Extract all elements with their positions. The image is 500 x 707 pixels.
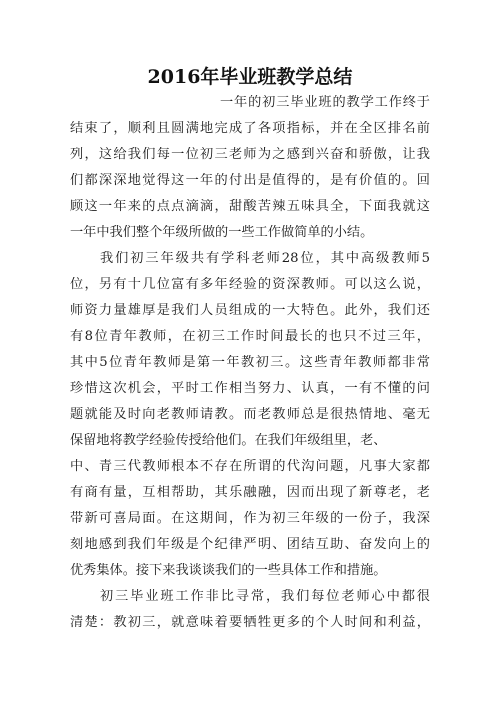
text-line: 结束了，顺利且圆满地完成了各项指标，并在全区排名前	[70, 121, 430, 136]
text-line: 有商有量，互相帮助，其乐融融，因而出现了新尊老，老	[70, 485, 430, 500]
text-line: 我们初三年级共有学科老师28位，其中高级教师5	[100, 251, 430, 266]
text-line: 们都深深地觉得这一年的付出是值得的，是有价值的。回	[70, 173, 430, 188]
document-title: 2016年毕业班教学总结	[147, 66, 353, 88]
text-line: 位，另有十几位富有多年经验的资深教师。可以这么说，	[70, 277, 430, 292]
text-line: 师资力量雄厚是我们人员组成的一大特色。此外，我们还	[70, 303, 430, 318]
text-line: 列，这给我们每一位初三老师为之感到兴奋和骄傲，让我	[70, 147, 430, 162]
text-line: 一年中我们整个年级所做的一些工作做简单的小结。	[70, 225, 374, 240]
text-line: 中、青三代教师根本不存在所谓的代沟问题，凡事大家都	[70, 459, 430, 474]
text-line: 顾这一年来的点点滴滴，甜酸苦辣五味具全，下面我就这	[70, 199, 430, 214]
text-line: 带新可喜局面。在这期间，作为初三年级的一份子，我深	[70, 511, 430, 526]
text-line: 珍惜这次机会，平时工作相当努力、认真，一有不懂的问	[70, 381, 430, 396]
text-line: 一年的初三毕业班的教学工作终于	[220, 95, 430, 110]
text-line: 有8位青年教师，在初三工作时间最长的也只不过三年，	[70, 329, 430, 344]
text-line: 优秀集体。接下来我谈谈我们的一些具体工作和措施。	[70, 563, 387, 578]
text-line: 初三毕业班工作非比寻常，我们每位老师心中都很	[100, 589, 430, 604]
text-line: 其中5位青年教师是第一年教初三。这些青年教师都非常	[70, 355, 430, 370]
text-line: 保留地将教学经验传授给他们。在我们年级组里，老、	[70, 433, 387, 448]
text-line: 清楚：教初三，就意味着要牺牲更多的个人时间和利益，	[70, 615, 430, 630]
text-line: 题就能及时向老教师请教。而老教师总是很热情地、毫无	[70, 407, 430, 422]
text-line: 刻地感到我们年级是个纪律严明、团结互助、奋发向上的	[70, 537, 430, 552]
